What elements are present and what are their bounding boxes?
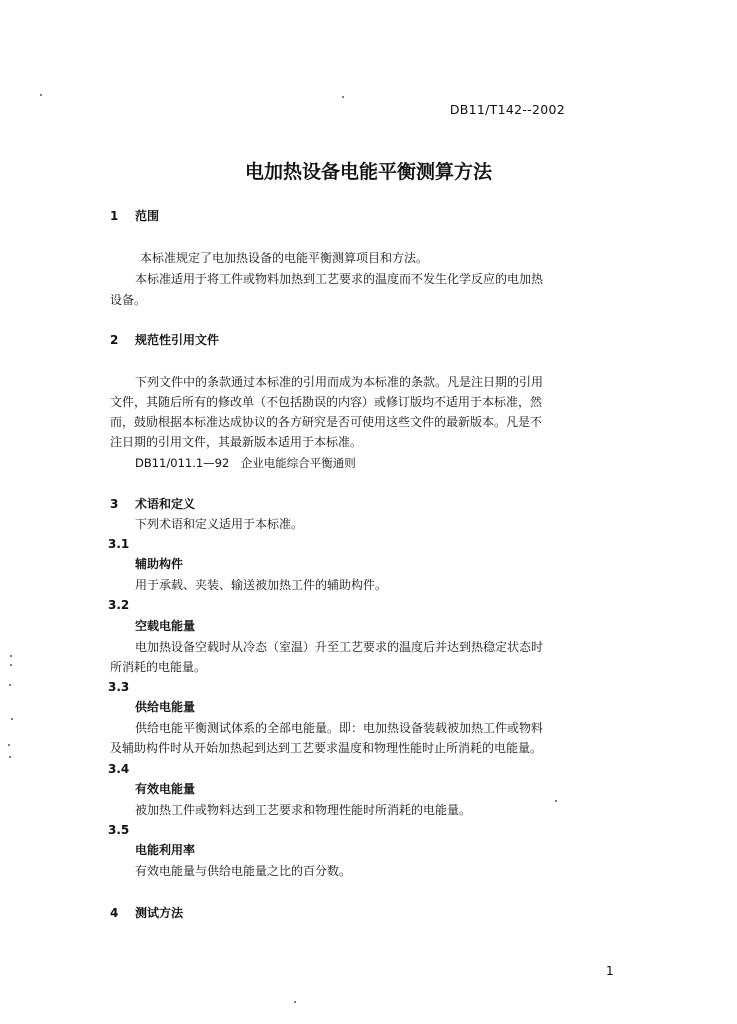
scan-speck bbox=[11, 718, 13, 720]
term-3-2-definition-line-1: 电加热设备空载时从冷态（室温）升至工艺要求的温度后并达到热稳定状态时 bbox=[135, 640, 544, 654]
scan-speck bbox=[10, 655, 12, 657]
scan-speck bbox=[342, 96, 344, 98]
section-2-number: 2 bbox=[110, 333, 119, 347]
term-3-5-number: 3.5 bbox=[108, 823, 130, 837]
section-3-intro: 下列术语和定义适用于本标准。 bbox=[135, 517, 304, 531]
term-3-2-definition-line-2: 所消耗的电能量。 bbox=[110, 660, 207, 674]
term-3-3-name: 供给电能量 bbox=[135, 700, 196, 714]
section-2-para-line-1: 下列文件中的条款通过本标准的引用而成为本标准的条款。凡是注日期的引用 bbox=[135, 375, 544, 389]
term-3-1-number: 3.1 bbox=[108, 537, 130, 551]
document-title: 电加热设备电能平衡测算方法 bbox=[244, 161, 492, 183]
term-3-4-number: 3.4 bbox=[108, 762, 130, 776]
term-3-1-name: 辅助构件 bbox=[135, 557, 184, 571]
term-3-5-definition: 有效电能量与供给电能量之比的百分数。 bbox=[135, 864, 352, 878]
term-3-3-number: 3.3 bbox=[108, 680, 130, 694]
term-3-5-name: 电能利用率 bbox=[135, 843, 196, 857]
section-1-number: 1 bbox=[110, 209, 119, 223]
term-3-1-definition: 用于承载、夹装、输送被加热工件的辅助构件。 bbox=[135, 578, 388, 592]
term-3-2-name: 空载电能量 bbox=[135, 619, 196, 633]
scan-speck bbox=[294, 1001, 296, 1003]
section-2-para-line-2: 文件，其随后所有的修改单（不包括勘误的内容）或修订版均不适用于本标准，然 bbox=[110, 395, 543, 409]
section-2-para-line-4: 注日期的引用文件，其最新版本适用于本标准。 bbox=[110, 435, 363, 449]
term-3-3-definition-line-2: 及辅助构件时从开始加热起到达到工艺要求温度和物理性能时止所消耗的电能量。 bbox=[110, 741, 543, 755]
scan-speck bbox=[40, 94, 42, 96]
section-4-number: 4 bbox=[110, 906, 119, 920]
term-3-4-name: 有效电能量 bbox=[135, 782, 196, 796]
standard-number: DB11/T142--2002 bbox=[449, 102, 565, 117]
term-3-4-definition: 被加热工件或物料达到工艺要求和物理性能时所消耗的电能量。 bbox=[135, 803, 472, 817]
scan-speck bbox=[9, 684, 11, 686]
scan-speck bbox=[10, 664, 12, 666]
section-1-para-2-line-2: 设备。 bbox=[110, 293, 147, 307]
section-3-number: 3 bbox=[110, 497, 119, 511]
section-4-heading: 测试方法 bbox=[135, 906, 184, 920]
scan-speck bbox=[555, 800, 557, 802]
scan-speck bbox=[9, 756, 11, 758]
scan-speck bbox=[8, 744, 10, 746]
section-2-reference: DB11/011.1—92 企业电能综合平衡通则 bbox=[135, 456, 356, 470]
section-1-para-2-line-1: 本标准适用于将工件或物料加热到工艺要求的温度而不发生化学反应的电加热 bbox=[135, 272, 544, 286]
term-3-3-definition-line-1: 供给电能平衡测试体系的全部电能量。即：电加热设备装载被加热工件或物料 bbox=[135, 721, 544, 735]
section-3-heading: 术语和定义 bbox=[135, 497, 196, 511]
section-1-heading: 范围 bbox=[135, 209, 160, 223]
section-1-para-1: 本标准规定了电加热设备的电能平衡测算项目和方法。 bbox=[140, 251, 429, 265]
section-2-para-line-3: 而，鼓励根据本标准达成协议的各方研究是否可使用这些文件的最新版本。凡是不 bbox=[110, 415, 543, 429]
page-number: 1 bbox=[606, 964, 614, 978]
section-2-heading: 规范性引用文件 bbox=[135, 333, 220, 347]
term-3-2-number: 3.2 bbox=[108, 598, 130, 612]
